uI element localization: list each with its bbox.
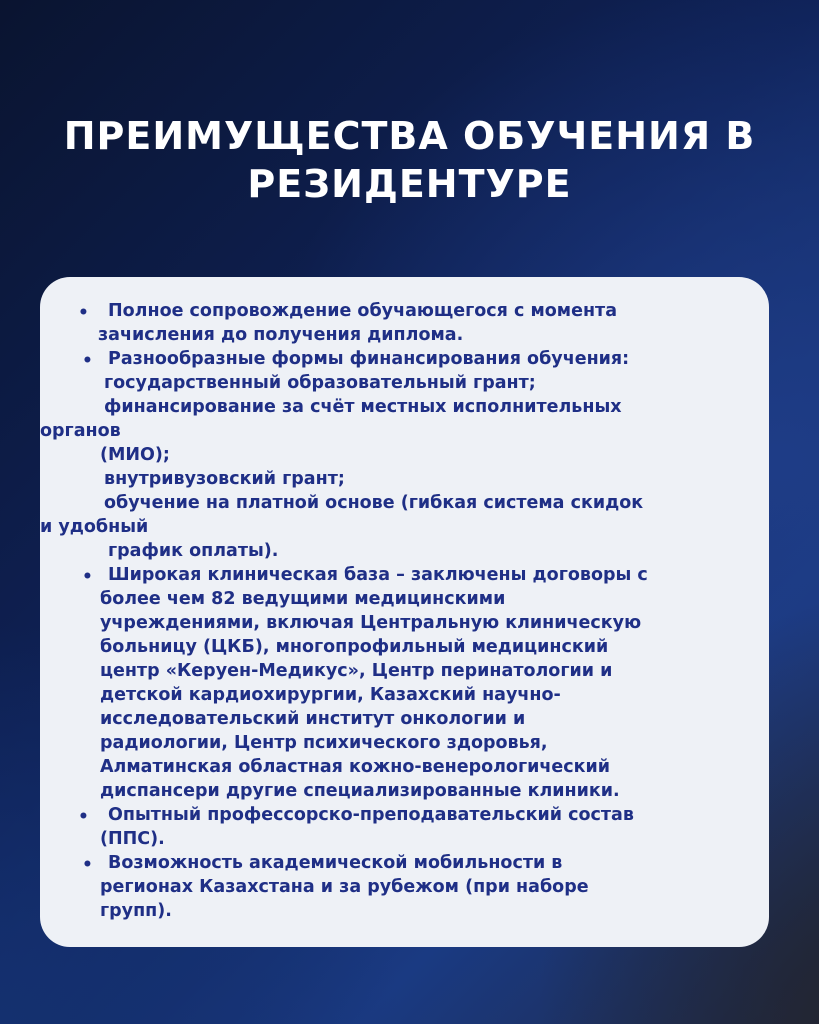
list-item-line: регионах Казахстана и за рубежом (при наборе: [100, 877, 589, 897]
bullet-icon: •: [78, 303, 89, 323]
list-item-line: Опытный профессорско-преподавательский состав: [108, 805, 634, 825]
list-item-line: обучение на платной основе (гибкая система скидок: [104, 493, 644, 513]
list-item-line: центр «Керуен-Медикус», Центр перинатологии и: [100, 661, 613, 681]
content-card: [40, 277, 769, 947]
benefits-list: [40, 277, 769, 947]
list-item-line: больницу (ЦКБ), многопрофильный медицинский: [100, 637, 609, 657]
list-item-line: зачисления до получения диплома.: [98, 325, 464, 345]
bullet-icon: •: [82, 351, 93, 371]
list-item-line: групп).: [100, 901, 172, 921]
list-item-line: (МИО);: [100, 445, 170, 465]
list-item-line: (ППС).: [100, 829, 165, 849]
list-item-line: государственный образовательный грант;: [104, 373, 536, 393]
list-item-line: Алматинская областная кожно-венерологический: [100, 757, 611, 777]
page-title: [0, 112, 819, 208]
bullet-icon: •: [78, 807, 89, 827]
list-item-line: и удобный: [40, 517, 149, 537]
list-item-line: Разнообразные формы финансирования обучения:: [108, 349, 630, 369]
page-title-line-2: РЕЗИДЕНТУРЕ: [247, 162, 572, 206]
list-item-line: детской кардиохирургии, Казахский научно-: [100, 685, 561, 705]
list-item-line: радиологии, Центр психического здоровья,: [100, 733, 548, 753]
list-item-line: более чем 82 ведущими медицинскими: [100, 589, 506, 609]
list-item-line: внутривузовский грант;: [104, 469, 345, 489]
page-title-line-1: ПРЕИМУЩЕСТВА ОБУЧЕНИЯ В: [63, 114, 756, 158]
list-item-line: Возможность академической мобильности в: [108, 853, 563, 873]
bullet-icon: •: [82, 855, 93, 875]
list-item-line: исследовательский институт онкологии и: [100, 709, 526, 729]
bullet-icon: •: [82, 567, 93, 587]
list-item-line: Полное сопровождение обучающегося с момента: [108, 301, 618, 321]
list-item-line: диспансери другие специализированные клиники.: [100, 781, 620, 801]
list-item-line: органов: [40, 421, 121, 441]
list-item-line: Широкая клиническая база – заключены договоры с: [108, 565, 648, 585]
list-item-line: финансирование за счёт местных исполнительных: [104, 397, 622, 417]
list-item-line: график оплаты).: [108, 541, 279, 561]
list-item-line: учреждениями, включая Центральную клиническую: [100, 613, 642, 633]
